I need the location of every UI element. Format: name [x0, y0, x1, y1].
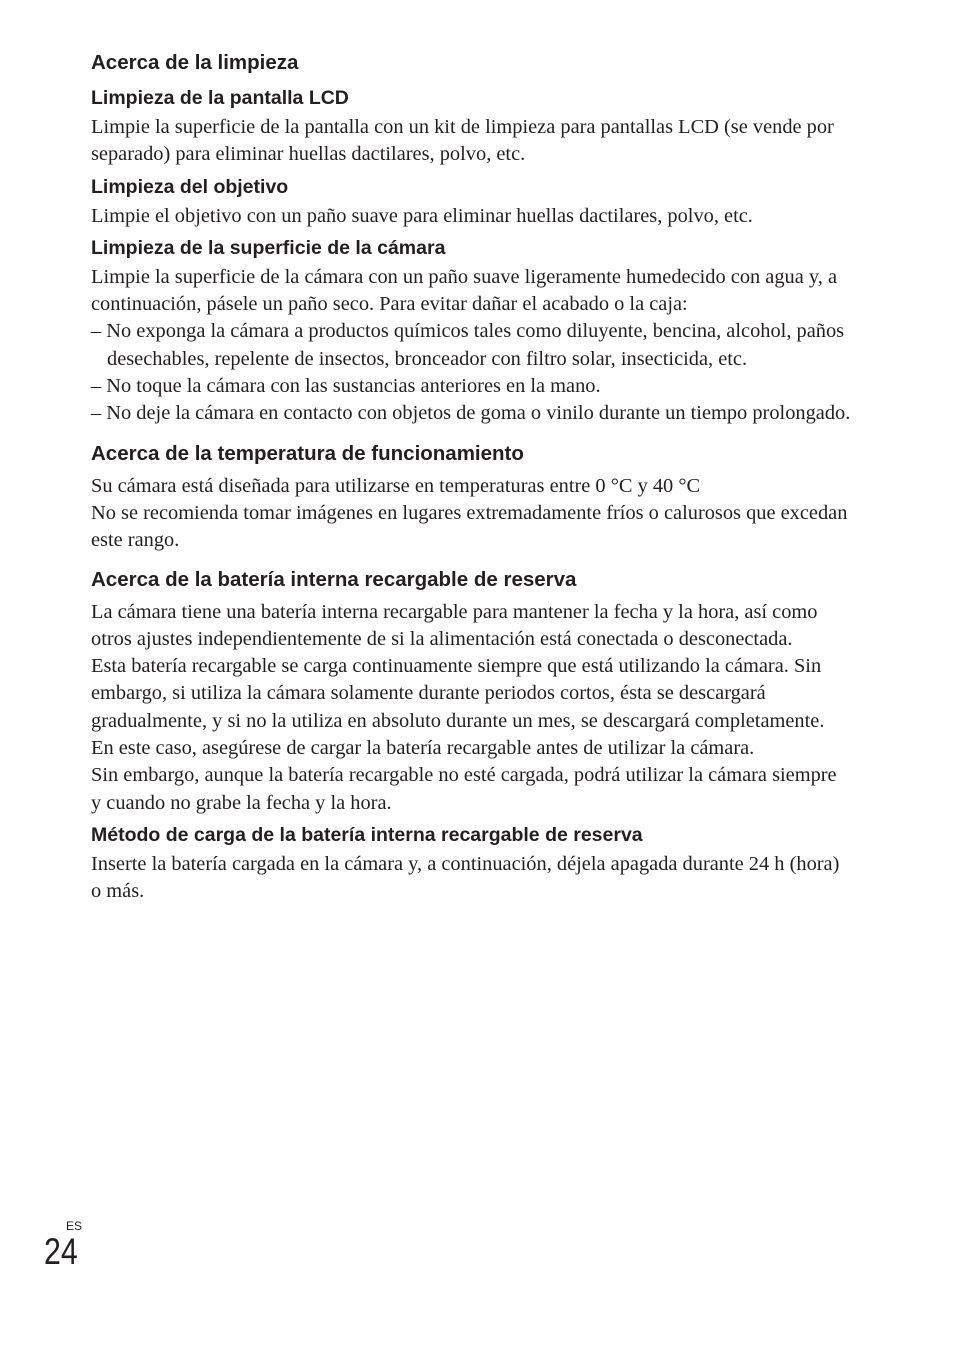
language-code: ES — [66, 1219, 83, 1233]
paragraph-lcd: Limpie la superficie de la pantalla con un kit de limpieza para pantallas LCD (se vende por separado) para eliminar huellas dactilares, polvo, etc. — [91, 116, 834, 166]
paragraph-battery-3: Sin embargo, aunque la batería recargable no esté cargada, podrá utilizar la cámara siempre y cuando no grabe la fecha y la hora. — [91, 764, 837, 814]
paragraph-charging-method: Inserte la batería cargada en la cámara y, a continuación, déjela apagada durante 24 h (hora) o más. — [91, 852, 840, 903]
paragraph-temperature-range: Su cámara está diseñada para utilizarse en temperaturas entre 0 °C y 40 °C — [91, 474, 701, 497]
paragraph-temperature-advice: No se recomienda tomar imágenes en lugares extremadamente fríos o calurosos que excedan este rango. — [91, 501, 848, 552]
list-item: – No deje la cámara en contacto con objetos de goma o vinilo durante un tiempo prolongado. — [91, 402, 851, 425]
paragraph-lens: Limpie el objetivo con un paño suave para eliminar huellas dactilares, polvo, etc. — [91, 204, 753, 227]
page-number: 24 — [44, 1231, 78, 1272]
section-title-cleaning: Acerca de la limpieza — [91, 51, 299, 74]
page-content — [91, 50, 851, 906]
subsection-title-lcd: Limpieza de la pantalla LCD — [91, 87, 349, 109]
list-item: – No toque la cámara con las sustancias anteriores en la mano. — [91, 375, 601, 398]
subsection-title-charging-method: Método de carga de la batería interna recargable de reserva — [91, 823, 643, 846]
subsection-title-lens: Limpieza del objetivo — [91, 175, 289, 198]
paragraph-surface: Limpie la superficie de la cámara con un paño suave ligeramente humedecido con agua y, a continuación, pásele un paño seco. Para evitar dañar el acabado o la caja: — [91, 265, 838, 316]
section-title-temperature: Acerca de la temperatura de funcionamiento — [91, 441, 524, 465]
paragraph-battery-2: Esta batería recargable se carga continuamente siempre que está utilizando la cámara. Sin embargo, si utiliza la cámara solamente durante periodos cortos, ésta se descargará gradualmente, y si no la utiliza en absoluto durante un mes, se descargará completamente. En este caso, asegúrese de cargar la batería recargable antes de utilizar la cámara. — [91, 655, 825, 760]
list-item: – No exponga la cámara a productos químicos tales como diluyente, bencina, alcohol, paños desechables, repelente de insectos, bronceador con filtro solar, insecticida, etc. — [91, 320, 845, 370]
paragraph-battery-1: La cámara tiene una batería interna recargable para mantener la fecha y la hora, así como otros ajustes independientemente de si la alimentación está conectada o desconectada. — [91, 600, 818, 650]
subsection-title-surface: Limpieza de la superficie de la cámara — [91, 236, 446, 259]
section-title-backup-battery: Acerca de la batería interna recargable de reserva — [91, 567, 577, 591]
